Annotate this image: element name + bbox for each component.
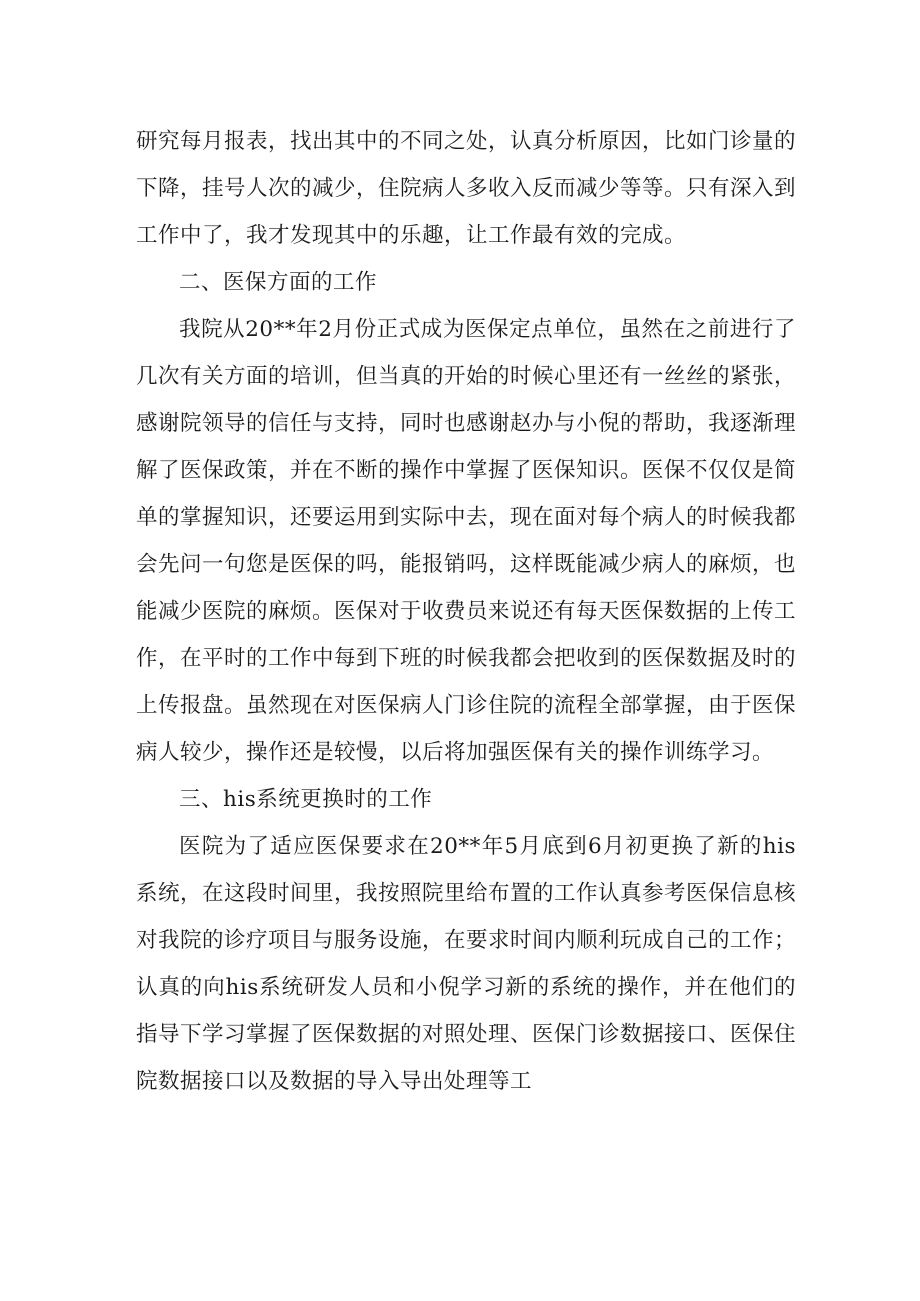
section-heading-his-system: 三、his系统更换时的工作	[179, 787, 433, 812]
paragraph-continuation: 研究每月报表，找出其中的不同之处，认真分析原因，比如门诊量的下降，挂号人次的减少，住院病人多收入反而减少等等。只有深入到工作中了，我才发现其中的乐趣，让工作最有效的完成。	[136, 129, 797, 248]
section-heading-medical-insurance: 二、医保方面的工作	[179, 270, 378, 295]
document-body	[136, 118, 796, 1105]
paragraph-his-system: 医院为了适应医保要求在20**年5月底到6月初更换了新的his系统，在这段时间里，我按照院里给布置的工作认真参考医保信息核对我院的诊疗项目与服务设施，在要求时间内顺利玩成自己的工作；认真的向his系统研发人员和小倪学习新的系统的操作，并在他们的指导下学习掌握了医保数据的对照处理、医保门诊数据接口、医保住院数据接口以及数据的导入导出处理等工	[136, 834, 797, 1094]
paragraph-medical-insurance: 我院从20**年2月份正式成为医保定点单位，虽然在之前进行了几次有关方面的培训，但当真的开始的时候心里还有一丝丝的紧张，感谢院领导的信任与支持，同时也感谢赵办与小倪的帮助，我逐渐理解了医保政策，并在不断的操作中掌握了医保知识。医保不仅仅是简单的掌握知识，还要运用到实际中去，现在面对每个病人的时候我都会先问一句您是医保的吗，能报销吗，这样既能减少病人的麻烦，也能减少医院的麻烦。医保对于收费员来说还有每天医保数据的上传工作，在平时的工作中每到下班的时候我都会把收到的医保数据及时的上传报盘。虽然现在对医保病人门诊住院的流程全部掌握，由于医保病人较少，操作还是较慢，以后将加强医保有关的操作训练学习。	[136, 317, 797, 765]
